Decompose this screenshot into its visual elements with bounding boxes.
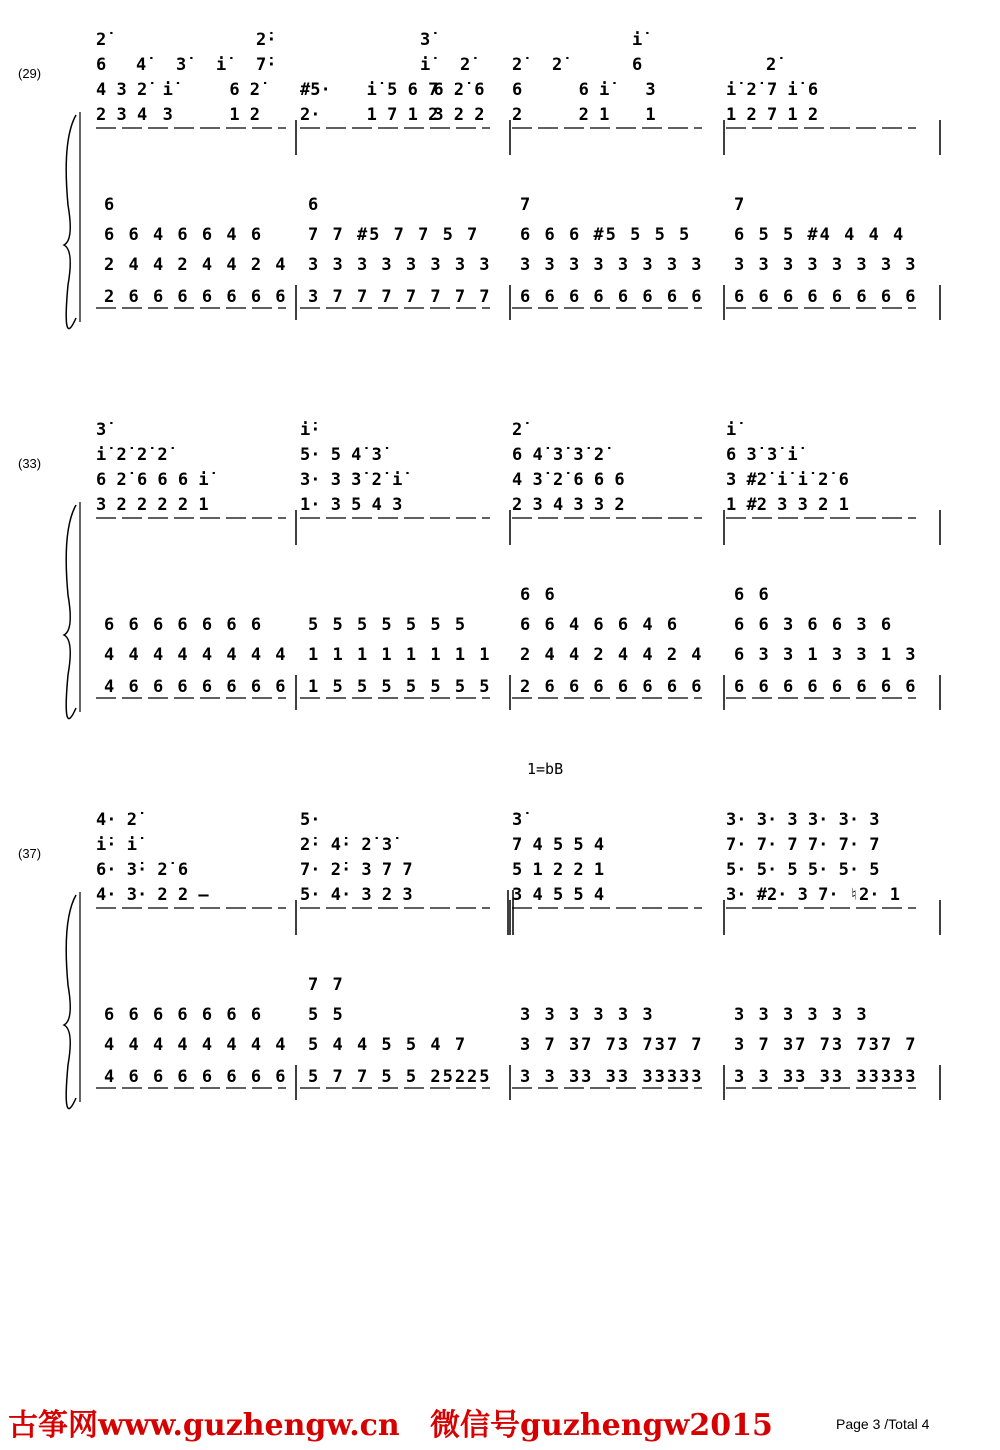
- treble-note: 2: [512, 105, 523, 125]
- bass-note: 6: [308, 195, 321, 215]
- bass-note: 5 5 5 5 5 5 5: [308, 615, 468, 635]
- bass-note: 3 7 37 73 737 7: [520, 1035, 704, 1055]
- treble-note: 6: [96, 55, 107, 75]
- bass-note: 4 6 6 6 6 6 6 6: [104, 1067, 288, 1087]
- treble-note: 6 3̇ 3̇ i̇: [726, 445, 798, 465]
- treble-note: 2 3 4: [96, 105, 148, 125]
- bass-note: 6: [104, 195, 117, 215]
- treble-note: 6 4̇ 3̇ 3̇ 2̇: [512, 445, 605, 465]
- bass-note: 5 7 7 5 5 25225: [308, 1067, 492, 1087]
- bass-note: 6 6 3 6 6 3 6: [734, 615, 894, 635]
- bass-note: 7 7 #5 7 7 5 7: [308, 225, 480, 245]
- treble-note: i̇: [726, 420, 737, 440]
- treble-note: 7 4 5 5 4: [512, 835, 605, 855]
- bass-note: 7 7: [308, 975, 345, 995]
- measure-number-29: (29): [18, 66, 42, 81]
- treble-note: 6 2̇: [229, 80, 261, 100]
- bass-note: 2 6 6 6 6 6 6 6: [104, 287, 288, 307]
- bass-note: 4 4 4 4 4 4 4 4: [104, 645, 288, 665]
- bass-note: 6 6 4 6 6 4 6: [104, 225, 264, 245]
- treble-note: 2̇: [96, 30, 107, 50]
- page-number: Page 3 /Total 4: [836, 1416, 930, 1432]
- treble-note: 1· 3 5 4 3: [300, 495, 403, 515]
- treble-note: 2̇: [766, 55, 777, 75]
- website-watermark: 古筝网www.guzhengw.cn: [8, 1408, 400, 1443]
- treble-note: 6: [512, 80, 523, 100]
- treble-note: #5·: [300, 80, 331, 100]
- treble-note: 4̇: [136, 55, 147, 75]
- bass-note: 2 4 4 2 4 4 2 4: [520, 645, 704, 665]
- treble-note: i̇ 2̇ 7 i̇ 6: [726, 80, 819, 100]
- bass-note: 3 3 33 33 33333: [734, 1067, 918, 1087]
- bass-note: 4 4 4 4 4 4 4 4: [104, 1035, 288, 1055]
- treble-note: 7· 7· 7 7· 7· 7: [726, 835, 880, 855]
- bass-note: 3 3 33 33 33333: [520, 1067, 704, 1087]
- treble-note: 2̇: [552, 55, 563, 75]
- treble-note: 3 #2̇ i̇ i̇ 2̇ 6: [726, 470, 849, 490]
- treble-note: 7̇·: [256, 55, 277, 75]
- treble-note: i̇·: [300, 420, 321, 440]
- bass-note: 6 6 6 6 6 6 6 6: [520, 287, 704, 307]
- treble-note: 1 2: [229, 105, 261, 125]
- bass-note: 1 1 1 1 1 1 1 1: [308, 645, 492, 665]
- measure-number-37: (37): [18, 846, 42, 861]
- treble-note: 3̇: [176, 55, 187, 75]
- treble-note: 1 2 7 1 2: [726, 105, 819, 125]
- bass-note: 6 6 6 #5 5 5 5: [520, 225, 692, 245]
- treble-note: 3̇: [420, 30, 431, 50]
- treble-note: 3· 3 3̇ 2̇ i̇: [300, 470, 403, 490]
- treble-note: 1 #2 3 3 2 1: [726, 495, 849, 515]
- treble-note: 3̇: [512, 810, 523, 830]
- grand-staff-brace: [64, 115, 76, 329]
- treble-note: 2̇: [460, 55, 471, 75]
- treble-note: 5· 5· 5 5· 5· 5: [726, 860, 880, 880]
- treble-note: 6 2̇ 6: [433, 80, 485, 100]
- bass-note: 3 3 3 3 3 3 3 3: [308, 255, 492, 275]
- bass-note: 6 6 6 6 6 6 6: [104, 1005, 264, 1025]
- bass-note: 5 5: [308, 1005, 345, 1025]
- bass-note: 3 7 37 73 737 7: [734, 1035, 918, 1055]
- treble-note: i̇: [632, 30, 643, 50]
- treble-note: i̇ 2̇ 2̇ 2̇: [96, 445, 168, 465]
- treble-note: 2̇: [512, 55, 523, 75]
- bass-note: 6 6 4 6 6 4 6: [520, 615, 680, 635]
- bass-note: 3 3 3 3 3 3 3 3: [520, 255, 704, 275]
- bass-note: 6 5 5 #4 4 4 4: [734, 225, 906, 245]
- bass-note: 2 6 6 6 6 6 6 6: [520, 677, 704, 697]
- bass-note: 3 3 3 3 3 3: [520, 1005, 655, 1025]
- bass-note: 3 7 7 7 7 7 7 7: [308, 287, 492, 307]
- treble-note: 4 3̇ 2̇ 6 6 6: [512, 470, 625, 490]
- bass-note: 2 4 4 2 4 4 2 4: [104, 255, 288, 275]
- treble-note: 4· 2̇: [96, 810, 137, 830]
- treble-note: 5 1 2 2 1: [512, 860, 605, 880]
- bass-note: 6 6 6 6 6 6 6: [104, 615, 264, 635]
- bass-note: 7: [520, 195, 533, 215]
- treble-note: 5· 4· 3 2 3: [300, 885, 413, 905]
- grand-staff-brace: [64, 895, 76, 1109]
- treble-note: 2·: [300, 105, 321, 125]
- treble-note: 6: [632, 55, 643, 75]
- treble-note: 2 3 4 3 3 2: [512, 495, 625, 515]
- treble-note: 2̇·: [256, 30, 277, 50]
- bass-note: 6 6 6 6 6 6 6 6: [734, 677, 918, 697]
- treble-note: 6 2̇ 6 6 6 i̇: [96, 470, 209, 490]
- treble-note: 3· 3· 3 3· 3· 3: [726, 810, 880, 830]
- treble-note: 3: [645, 80, 656, 100]
- treble-note: 2 1: [578, 105, 610, 125]
- measure-number-33: (33): [18, 456, 42, 471]
- treble-note: 3· #2· 3 7· ♮2· 1: [726, 885, 900, 905]
- treble-note: i̇: [162, 80, 173, 100]
- bass-note: 3 3 3 3 3 3: [734, 1005, 869, 1025]
- bass-note: 3 3 3 3 3 3 3 3: [734, 255, 918, 275]
- treble-note: i̇ 5 6 7: [366, 80, 439, 100]
- treble-note: 7· 2̇· 3 7 7: [300, 860, 413, 880]
- treble-note: 3 2 2: [433, 105, 485, 125]
- treble-note: 1: [645, 105, 656, 125]
- grand-staff-brace: [64, 505, 76, 719]
- bass-note: 5 4 4 5 5 4 7: [308, 1035, 468, 1055]
- treble-note: 6 i̇: [578, 80, 610, 100]
- key-change-marking: 1=bB: [527, 760, 564, 778]
- treble-note: 1 7 1 2: [366, 105, 439, 125]
- treble-note: 4 3 2̇: [96, 80, 148, 100]
- treble-note: 3̇: [96, 420, 107, 440]
- bass-note: 6 6: [520, 585, 557, 605]
- treble-note: 4· 3· 2 2 –: [96, 885, 209, 905]
- bass-note: 4 6 6 6 6 6 6 6: [104, 677, 288, 697]
- treble-note: 5· 5 4̇ 3̇: [300, 445, 382, 465]
- bass-note: 7: [734, 195, 747, 215]
- treble-note: i̇: [216, 55, 227, 75]
- bass-note: 6 3 3 1 3 3 1 3: [734, 645, 918, 665]
- treble-note: 2̇: [512, 420, 523, 440]
- bass-note: 1 5 5 5 5 5 5 5: [308, 677, 492, 697]
- treble-note: i̇: [420, 55, 431, 75]
- bass-note: 6 6: [734, 585, 771, 605]
- treble-note: 2̇· 4̇· 2̇ 3̇: [300, 835, 393, 855]
- treble-note: i̇· i̇: [96, 835, 137, 855]
- treble-note: 3 4 5 5 4: [512, 885, 605, 905]
- treble-note: 5·: [300, 810, 321, 830]
- treble-note: 6· 3̇· 2̇ 6: [96, 860, 189, 880]
- treble-note: 3: [162, 105, 173, 125]
- bass-note: 6 6 6 6 6 6 6 6: [734, 287, 918, 307]
- wechat-watermark: 微信号guzhengw2015: [430, 1408, 773, 1443]
- treble-note: 3 2 2 2 2 1: [96, 495, 209, 515]
